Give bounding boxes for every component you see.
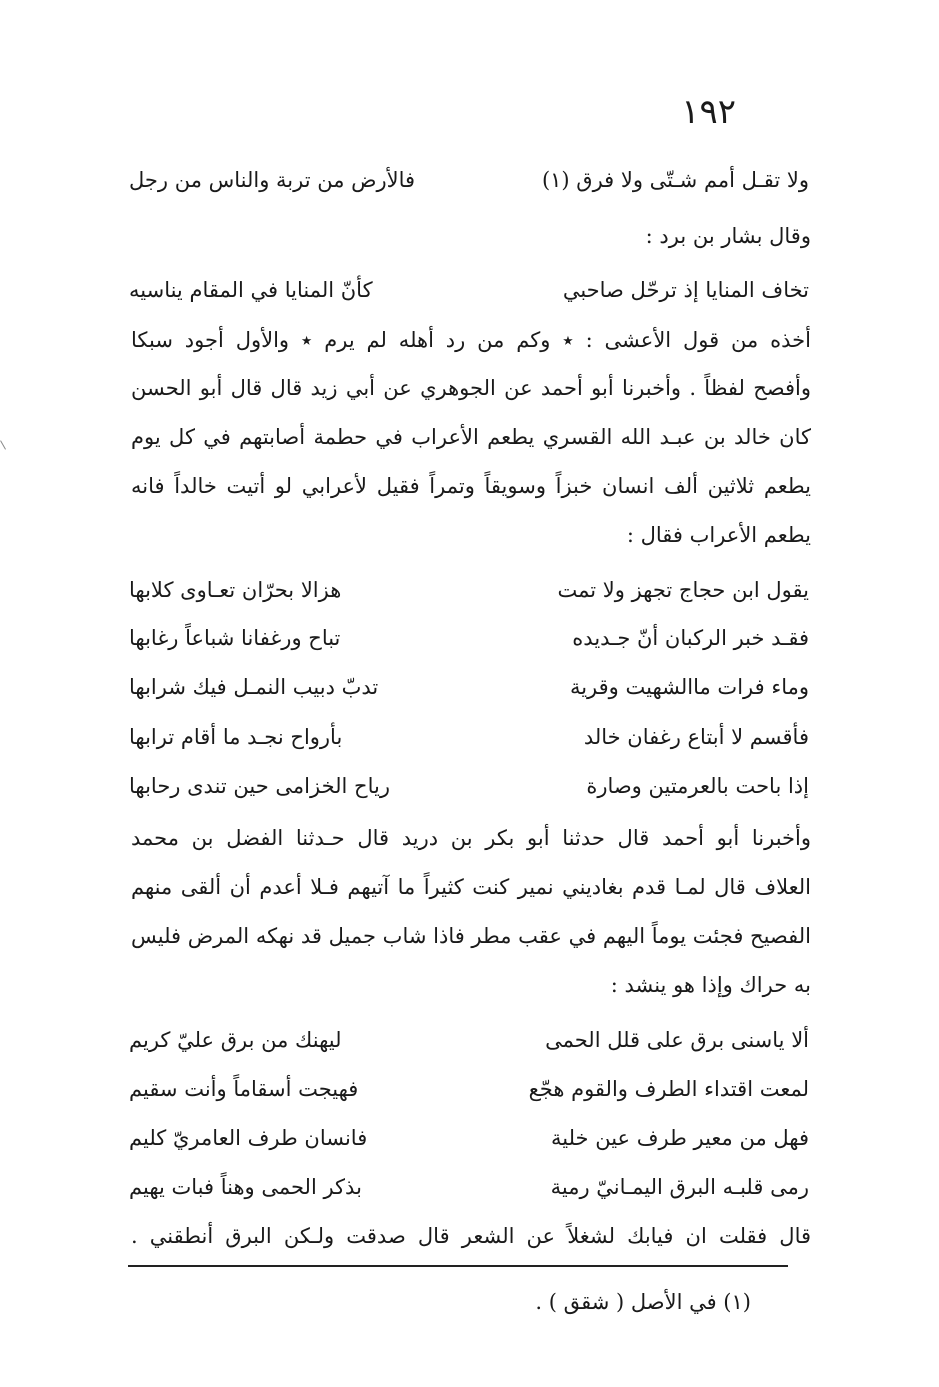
verse-second-hemistich: بذكر الحمى وهناً فبات يهيم — [129, 1175, 362, 1199]
prose-line: الفصيح فجئت يوماً اليهم في عقب مطر فاذا شاب جميل قد نهكه المرض فليس — [131, 924, 811, 948]
verse-first-hemistich: فهل من معير طرف عين خلية — [551, 1126, 809, 1150]
verse-second-hemistich: فهيجت أسقاماً وأنت سقيم — [129, 1077, 359, 1101]
footnote-divider — [128, 1265, 788, 1267]
verse-line — [129, 774, 809, 808]
verse-line — [129, 626, 809, 660]
verse-first-hemistich: وماء فرات ماالشهيت وقرية — [569, 675, 809, 699]
verse-first-hemistich: إذا باحت بالعرمتين وصارة — [586, 774, 809, 798]
verse-first-hemistich: ألا ياسنى برق على قلل الحمى — [545, 1028, 809, 1052]
prose-line: قال فقلت ان فيابك لشغلاً عن الشعر قال صدقت ولـكن البرق أنطقني . — [131, 1224, 811, 1248]
prose-line: أخذه من قول الأعشى : ٭ وكم من رد أهله لم يرم ٭ والأول أجود سبكا — [131, 328, 811, 352]
verse-first-hemistich: فقـد خبر الركبان أنّ جـديده — [572, 626, 809, 650]
verse-second-hemistich: فانسان طرف العامريّ كليم — [129, 1126, 368, 1150]
prose-line: يطعم ثلاثين ألف انسان خبزاً وسويقاً وتمراً فقيل لأعرابي لو أتيت خالداً فانه — [131, 474, 811, 498]
verse-first-hemistich: لمعت اقتداء الطرف والقوم هجّع — [528, 1077, 809, 1101]
verse-second-hemistich: تدبّ دبيب النمـل فيك شرابها — [129, 675, 379, 699]
verse-second-hemistich: تباح ورغفانا شباعاً رغابها — [129, 626, 341, 650]
verse-second-hemistich: بأرواح نجـد ما أقام ترابها — [129, 725, 343, 749]
prose-line: وأخبرنا أبو أحمد قال حدثنا أبو بكر بن دريد قال حـدثنا الفضل بن محمد — [131, 826, 811, 850]
prose-line: وأفصح لفظاً . وأخبرنا أبو أحمد عن الجوهري عن أبي زيد قال قال أبو الحسن — [131, 376, 811, 400]
margin-mark — [0, 436, 13, 449]
prose-line: وقال بشار بن برد : — [645, 224, 811, 248]
verse-second-hemistich: رياح الخزامى حين تندى رحابها — [129, 774, 390, 798]
verse-first-hemistich: فأقسم لا أبتاع رغفان خالد — [583, 725, 809, 749]
verse-line — [129, 278, 809, 312]
verse-first-hemistich: رمى قلبـه البرق اليمـانيّ رمية — [550, 1175, 809, 1199]
verse-line — [129, 725, 809, 759]
verse-second-hemistich: كأنّ المنايا في المقام يناسيه — [129, 278, 373, 302]
verse-line — [129, 168, 809, 202]
verse-line — [129, 1175, 809, 1209]
verse-line — [129, 1126, 809, 1160]
verse-first-hemistich: يقول ابن حجاج تجهز ولا تمت — [557, 578, 809, 602]
verse-line — [129, 675, 809, 709]
prose-line: كان خالد بن عبـد الله القسري يطعم الأعراب في حطمة أصابتهم في كل يوم — [131, 425, 811, 449]
footnote: (١) في الأصل ( شقق ) . — [535, 1290, 751, 1314]
page-number: ١٩٢ — [681, 92, 736, 132]
prose-line: به حراك وإذا هو ينشد : — [610, 973, 811, 997]
prose-line: يطعم الأعراب فقال : — [626, 523, 811, 547]
verse-line — [129, 1028, 809, 1062]
verse-first-hemistich: تخاف المنايا إذ ترحّل صاحبي — [562, 278, 809, 302]
verse-second-hemistich: ليهنك من برق عليّ كريم — [129, 1028, 342, 1052]
verse-second-hemistich: هزالا بحرّان تعـاوى كلابها — [129, 578, 342, 602]
verse-second-hemistich: فالأرض من تربة والناس من رجل — [129, 168, 416, 192]
verse-first-hemistich: ولا تقـل أمم شـتّى ولا فرق (١) — [541, 168, 809, 192]
verse-line — [129, 578, 809, 612]
verse-line — [129, 1077, 809, 1111]
prose-line: العلاف قال لمـا قدم بغاديني نمير كنت كثيراً ما آتيهم فـلا أعدم أن ألقى منهم — [131, 875, 811, 899]
